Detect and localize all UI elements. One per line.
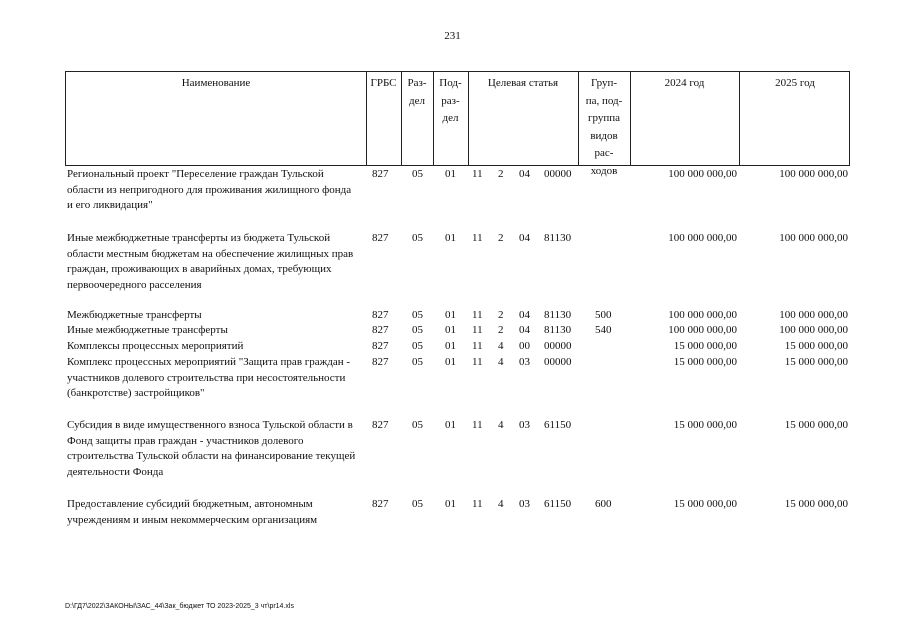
header-2024: 2024 год bbox=[664, 77, 705, 89]
row-cs2: 2 bbox=[498, 309, 504, 321]
row-amount-2024: 15 000 000,00 bbox=[673, 340, 737, 352]
row-rz: 05 bbox=[412, 498, 423, 510]
row-cs1: 11 bbox=[472, 232, 483, 244]
row-amount-2024: 100 000 000,00 bbox=[668, 168, 737, 180]
row-name: Предоставление субсидий бюджетным, автономным учреждениям и иным некоммерческим организациям bbox=[67, 498, 318, 526]
row-cs1: 11 bbox=[472, 309, 483, 321]
row-name: Субсидия в виде имущественного взноса Тульской области в Фонд защиты прав граждан - участников долевого строительства Тульской области на финансирование текущей деятельности Фонда bbox=[67, 419, 356, 478]
header-2025: 2025 год bbox=[775, 77, 815, 89]
row-amount-2024: 15 000 000,00 bbox=[673, 356, 737, 368]
row-amount-2025: 100 000 000,00 bbox=[779, 324, 848, 336]
row-rz: 05 bbox=[412, 324, 423, 336]
row-amount-2025: 100 000 000,00 bbox=[779, 168, 848, 180]
row-amount-2024: 15 000 000,00 bbox=[673, 419, 737, 431]
row-rz: 05 bbox=[412, 356, 423, 368]
row-cs1: 11 bbox=[472, 498, 483, 510]
row-name: Комплекс процессных мероприятий "Защита прав граждан - участников долевого строительства при несостоятельности (банкротстве) застройщиков" bbox=[67, 356, 351, 399]
row-cs2: 4 bbox=[498, 340, 504, 352]
row-rz: 05 bbox=[412, 309, 423, 321]
row-cs4: 61150 bbox=[544, 419, 572, 431]
row-grbs: 827 bbox=[372, 498, 389, 510]
row-cs1: 11 bbox=[472, 419, 483, 431]
row-cs1: 11 bbox=[472, 340, 483, 352]
row-pr: 01 bbox=[445, 324, 456, 336]
row-amount-2024: 15 000 000,00 bbox=[673, 498, 737, 510]
row-amount-2024: 100 000 000,00 bbox=[668, 324, 737, 336]
row-amount-2024: 100 000 000,00 bbox=[668, 232, 737, 244]
row-vr: 600 bbox=[595, 498, 612, 510]
row-cs2: 2 bbox=[498, 168, 504, 180]
header-target: Целевая статья bbox=[487, 77, 559, 89]
row-cs1: 11 bbox=[472, 168, 483, 180]
row-amount-2025: 100 000 000,00 bbox=[779, 309, 848, 321]
row-rz: 05 bbox=[412, 168, 423, 180]
row-cs1: 11 bbox=[472, 324, 483, 336]
row-cs3: 04 bbox=[519, 232, 530, 244]
row-cs4: 81130 bbox=[544, 324, 572, 336]
row-cs2: 2 bbox=[498, 232, 504, 244]
row-pr: 01 bbox=[445, 168, 456, 180]
row-vr: 500 bbox=[595, 309, 612, 321]
row-rz: 05 bbox=[412, 419, 423, 431]
row-cs3: 03 bbox=[519, 498, 530, 510]
footer-path: D:\ГД7\2022\ЗАКОНЫ\ЗАС_44\Зак_бюджет ТО 2023-2025_3 чт\pr14.xls bbox=[65, 603, 294, 610]
row-pr: 01 bbox=[445, 232, 456, 244]
row-cs4: 00000 bbox=[544, 340, 572, 352]
row-cs3: 04 bbox=[519, 168, 530, 180]
row-amount-2024: 100 000 000,00 bbox=[668, 309, 737, 321]
row-cs2: 2 bbox=[498, 324, 504, 336]
row-cs4: 00000 bbox=[544, 356, 572, 368]
header-podrazdel: Под- раз- дел bbox=[439, 77, 462, 124]
row-cs1: 11 bbox=[472, 356, 483, 368]
row-grbs: 827 bbox=[372, 324, 389, 336]
row-cs3: 03 bbox=[519, 419, 530, 431]
row-cs2: 4 bbox=[498, 498, 504, 510]
row-name: Региональный проект "Переселение граждан Тульской области из непригодного для проживания жилищного фонда и его ликвидация" bbox=[67, 168, 352, 211]
row-name: Межбюджетные трансферты bbox=[67, 309, 202, 321]
row-amount-2025: 100 000 000,00 bbox=[779, 232, 848, 244]
row-cs2: 4 bbox=[498, 419, 504, 431]
header-razdel: Раз- дел bbox=[407, 77, 427, 107]
row-name: Иные межбюджетные трансферты из бюджета Тульской области местным бюджетам на обеспечение жилищных прав граждан, проживающих в аварийных домах, требующих первоочередного расселения bbox=[67, 232, 354, 291]
row-amount-2025: 15 000 000,00 bbox=[784, 340, 848, 352]
row-cs3: 00 bbox=[519, 340, 530, 352]
page-number: 231 bbox=[444, 30, 461, 42]
row-pr: 01 bbox=[445, 309, 456, 321]
row-cs3: 04 bbox=[519, 309, 530, 321]
row-amount-2025: 15 000 000,00 bbox=[784, 419, 848, 431]
row-grbs: 827 bbox=[372, 168, 389, 180]
row-cs4: 00000 bbox=[544, 168, 572, 180]
row-grbs: 827 bbox=[372, 356, 389, 368]
row-pr: 01 bbox=[445, 419, 456, 431]
row-pr: 01 bbox=[445, 498, 456, 510]
row-grbs: 827 bbox=[372, 309, 389, 321]
header-vid: Груп- па, под- группа видов рас- ходов bbox=[585, 77, 623, 177]
row-rz: 05 bbox=[412, 340, 423, 352]
row-vr: 540 bbox=[595, 324, 612, 336]
row-amount-2025: 15 000 000,00 bbox=[784, 356, 848, 368]
header-name: Наименование bbox=[181, 77, 251, 89]
row-cs3: 04 bbox=[519, 324, 530, 336]
row-cs4: 61150 bbox=[544, 498, 572, 510]
row-pr: 01 bbox=[445, 340, 456, 352]
row-rz: 05 bbox=[412, 232, 423, 244]
row-cs2: 4 bbox=[498, 356, 504, 368]
row-name: Комплексы процессных мероприятий bbox=[67, 340, 244, 352]
row-pr: 01 bbox=[445, 356, 456, 368]
row-name: Иные межбюджетные трансферты bbox=[67, 324, 228, 336]
row-cs3: 03 bbox=[519, 356, 530, 368]
row-grbs: 827 bbox=[372, 419, 389, 431]
row-cs4: 81130 bbox=[544, 309, 572, 321]
row-cs4: 81130 bbox=[544, 232, 572, 244]
header-grbs: ГРБС bbox=[370, 77, 397, 89]
row-grbs: 827 bbox=[372, 340, 389, 352]
row-grbs: 827 bbox=[372, 232, 389, 244]
row-amount-2025: 15 000 000,00 bbox=[784, 498, 848, 510]
